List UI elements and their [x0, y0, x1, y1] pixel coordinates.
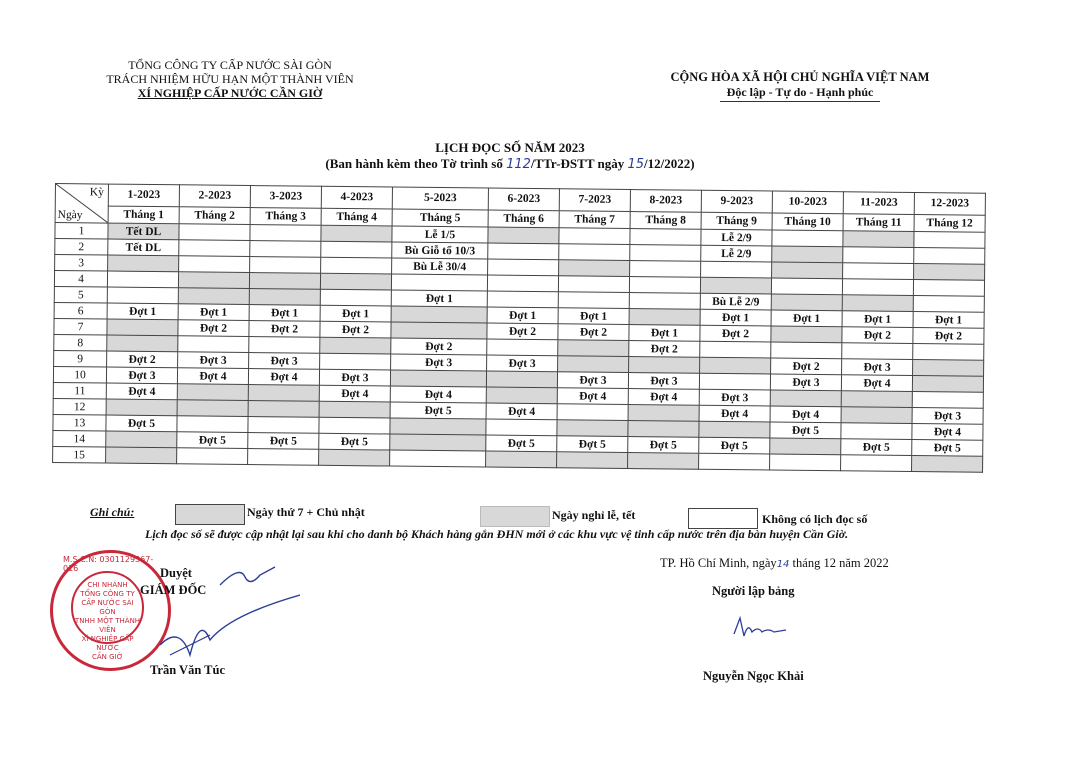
schedule-cell [179, 240, 250, 257]
schedule-cell [106, 447, 177, 464]
period-header: 4-2023 [321, 186, 392, 208]
schedule-cell: Đợt 1 [487, 307, 558, 324]
schedule-cell [178, 336, 249, 353]
schedule-cell: Đợt 3 [178, 352, 249, 369]
schedule-cell [557, 452, 628, 469]
director-name: Trần Văn Túc [150, 663, 226, 677]
period-header: 9-2023 [701, 190, 772, 212]
approval-line-1: Duyệt [160, 566, 192, 580]
schedule-cell: Đợt 1 [320, 305, 391, 322]
schedule-cell: Đợt 5 [628, 437, 699, 454]
schedule-cell: Lễ 1/5 [392, 226, 488, 243]
schedule-cell [912, 375, 983, 392]
org-line-1: TỔNG CÔNG TY CẤP NƯỚC SÀI GÒN [128, 58, 332, 72]
schedule-cell: Tết DL [108, 223, 179, 240]
stamp-line: CẦN GIỜ [91, 653, 124, 661]
schedule-cell [107, 335, 178, 352]
day-number-cell: 2 [55, 239, 108, 256]
schedule-cell [558, 292, 629, 309]
preparer-signature [730, 612, 790, 642]
schedule-cell [248, 385, 319, 402]
schedule-cell: Đợt 4 [106, 383, 177, 400]
schedule-cell [321, 225, 392, 242]
schedule-cell [914, 231, 985, 248]
period-header: 5-2023 [392, 187, 488, 210]
day-number-cell: 10 [53, 366, 106, 383]
schedule-cell [912, 391, 983, 408]
day-number-cell: 13 [53, 414, 106, 431]
schedule-cell: Lễ 2/9 [701, 229, 772, 246]
legend-none-text: Không có lịch đọc số [762, 512, 868, 526]
schedule-cell [177, 400, 248, 417]
schedule-cell: Đợt 3 [106, 367, 177, 384]
schedule-cell [771, 278, 842, 295]
month-header: Tháng 1 [108, 206, 179, 224]
schedule-cell [628, 421, 699, 438]
table-corner-cell [55, 184, 108, 224]
schedule-cell [841, 423, 912, 440]
schedule-cell [558, 356, 629, 373]
stamp-line: TNHH MỘT THÀNH VIÊN [74, 617, 141, 634]
title-sub-mid: /TTr-ĐSTT ngày [530, 156, 625, 171]
schedule-cell: Đợt 5 [699, 437, 770, 454]
schedule-cell [178, 272, 249, 289]
schedule-cell [630, 245, 701, 262]
schedule-cell [558, 340, 629, 357]
stamp-line: CHI NHÁNH [87, 581, 128, 589]
schedule-cell [486, 419, 557, 436]
schedule-cell [699, 453, 770, 470]
schedule-cell [629, 277, 700, 294]
schedule-cell [912, 455, 983, 472]
schedule-cell: Đợt 2 [771, 358, 842, 375]
schedule-cell [390, 370, 486, 387]
schedule-cell [700, 341, 771, 358]
schedule-cell [629, 357, 700, 374]
schedule-cell [842, 295, 913, 312]
schedule-cell [770, 438, 841, 455]
schedule-cell [487, 291, 558, 308]
schedule-cell: Đợt 3 [628, 373, 699, 390]
schedule-cell: Đợt 5 [319, 433, 390, 450]
schedule-cell [390, 450, 486, 467]
schedule-cell [321, 257, 392, 274]
schedule-cell [913, 295, 984, 312]
schedule-cell: Đợt 4 [319, 385, 390, 402]
schedule-cell: Đợt 4 [770, 406, 841, 423]
organization-header [85, 58, 375, 100]
schedule-cell [487, 339, 558, 356]
national-motto: Độc lập - Tự do - Hạnh phúc [726, 85, 874, 99]
period-header: 11-2023 [843, 192, 914, 214]
schedule-cell [559, 228, 630, 245]
schedule-cell: Đợt 3 [487, 355, 558, 372]
schedule-cell [841, 407, 912, 424]
schedule-cell: Đợt 3 [319, 369, 390, 386]
title-sub-suffix: /12/2022) [644, 156, 695, 171]
day-number-cell: 6 [54, 302, 107, 319]
schedule-cell: Đợt 4 [699, 405, 770, 422]
schedule-cell [558, 276, 629, 293]
schedule-cell [320, 337, 391, 354]
schedule-cell [107, 287, 178, 304]
schedule-cell: Đợt 1 [391, 290, 487, 307]
schedule-cell: Đợt 1 [771, 310, 842, 327]
schedule-cell [106, 399, 177, 416]
schedule-cell: Đợt 5 [248, 433, 319, 450]
schedule-cell [772, 230, 843, 247]
schedule-cell [108, 255, 179, 272]
schedule-cell: Đợt 4 [390, 386, 486, 403]
month-header: Tháng 12 [914, 214, 985, 232]
schedule-cell [250, 241, 321, 258]
schedule-cell [699, 421, 770, 438]
month-header: Tháng 4 [321, 208, 392, 226]
stamp-line: TỔNG CÔNG TY [80, 590, 135, 598]
schedule-cell: Đợt 4 [912, 423, 983, 440]
day-number-cell: 14 [53, 430, 106, 447]
day-number-cell: 9 [54, 350, 107, 367]
schedule-cell [320, 273, 391, 290]
schedule-cell: Đợt 3 [391, 354, 487, 371]
day-number-cell: 7 [54, 318, 107, 335]
schedule-cell [629, 293, 700, 310]
schedule-cell [319, 417, 390, 434]
org-line-3: XÍ NGHIỆP CẤP NƯỚC CẦN GIỜ [137, 86, 323, 100]
org-line-2: TRÁCH NHIỆM HỮU HẠN MỘT THÀNH VIÊN [106, 72, 354, 86]
schedule-cell: Đợt 5 [841, 439, 912, 456]
schedule-cell [177, 384, 248, 401]
schedule-cell: Đợt 5 [106, 415, 177, 432]
schedule-cell: Lễ 2/9 [701, 245, 772, 262]
preparer-name: Nguyễn Ngọc Khải [703, 669, 804, 683]
schedule-cell: Đợt 3 [699, 389, 770, 406]
period-header: 8-2023 [630, 190, 701, 212]
month-header: Tháng 3 [250, 207, 321, 225]
schedule-cell: Tết DL [108, 239, 179, 256]
schedule-cell [770, 390, 841, 407]
title-sub-prefix: (Ban hành kèm theo Tờ trình số [325, 156, 503, 171]
schedule-cell: Đợt 5 [177, 432, 248, 449]
schedule-cell [179, 256, 250, 273]
legend-swatch-holiday [480, 506, 550, 527]
schedule-cell: Bù Lễ 2/9 [700, 293, 771, 310]
schedule-cell: Đợt 2 [249, 321, 320, 338]
corner-top-label: Kỳ [89, 186, 104, 199]
approval-line-2: GIÁM ĐỐC [140, 583, 207, 597]
date-line [660, 556, 889, 571]
schedule-cell [913, 279, 984, 296]
schedule-cell: Đợt 4 [486, 403, 557, 420]
month-header: Tháng 8 [630, 211, 701, 229]
schedule-cell [842, 343, 913, 360]
schedule-cell [699, 373, 770, 390]
schedule-cell [841, 455, 912, 472]
schedule-cell [319, 449, 390, 466]
schedule-cell: Đợt 2 [107, 351, 178, 368]
schedule-cell: Đợt 3 [912, 407, 983, 424]
schedule-cell [772, 262, 843, 279]
schedule-cell [488, 259, 559, 276]
period-header: 6-2023 [488, 188, 559, 210]
stamp-ring-text: M.S.C.N: 0301129367-016 [63, 555, 154, 573]
period-header: 2-2023 [179, 185, 250, 207]
national-header [655, 70, 945, 102]
schedule-cell [559, 244, 630, 261]
schedule-cell: Đợt 2 [558, 324, 629, 341]
schedule-cell [250, 257, 321, 274]
period-header: 1-2023 [108, 184, 179, 206]
schedule-cell [391, 306, 487, 323]
schedule-cell [178, 288, 249, 305]
date-month-year: tháng 12 năm 2022 [792, 556, 889, 570]
schedule-cell [841, 391, 912, 408]
period-header: 7-2023 [559, 189, 630, 211]
month-header: Tháng 2 [179, 206, 250, 224]
day-number-cell: 5 [54, 286, 107, 303]
title-main: LỊCH ĐỌC SỐ NĂM 2023 [435, 140, 585, 155]
schedule-cell [914, 263, 985, 280]
date-day: 14 [776, 559, 790, 570]
schedule-cell [628, 405, 699, 422]
schedule-cell [390, 418, 486, 435]
schedule-cell: Đợt 3 [770, 374, 841, 391]
day-number-cell: 8 [54, 334, 107, 351]
schedule-cell: Đợt 2 [629, 341, 700, 358]
schedule-cell [249, 337, 320, 354]
date-prefix: TP. Hồ Chí Minh, ngày [660, 556, 777, 570]
schedule-cell: Đợt 1 [913, 311, 984, 328]
schedule-cell [913, 359, 984, 376]
schedule-cell: Đợt 1 [842, 311, 913, 328]
month-header: Tháng 9 [701, 212, 772, 230]
schedule-cell [559, 260, 630, 277]
legend-weekend-text: Ngày thứ 7 + Chủ nhật [247, 505, 365, 519]
schedule-cell: Đợt 4 [841, 375, 912, 392]
schedule-cell [107, 271, 178, 288]
schedule-cell: Đợt 1 [629, 325, 700, 342]
schedule-cell [629, 309, 700, 326]
schedule-cell [486, 387, 557, 404]
schedule-cell: Đợt 5 [390, 402, 486, 419]
period-header: 10-2023 [772, 191, 843, 213]
schedule-cell: Đợt 1 [107, 303, 178, 320]
schedule-cell [487, 275, 558, 292]
schedule-cell [321, 241, 392, 258]
corner-bottom-label: Ngày [57, 209, 83, 222]
period-header: 12-2023 [914, 193, 985, 215]
schedule-cell [248, 449, 319, 466]
schedule-cell [843, 231, 914, 248]
schedule-cell [771, 342, 842, 359]
schedule-cell: Đợt 1 [700, 309, 771, 326]
month-header: Tháng 10 [772, 213, 843, 231]
schedule-cell: Đợt 4 [248, 369, 319, 386]
schedule-cell: Bù Giỗ tổ 10/3 [392, 242, 488, 259]
national-title: CỘNG HÒA XÃ HỘI CHỦ NGHĨA VIỆT NAM [670, 70, 930, 84]
schedule-cell: Đợt 4 [557, 388, 628, 405]
schedule-cell [391, 274, 487, 291]
month-header: Tháng 5 [392, 209, 488, 227]
schedule-cell: Đợt 3 [249, 353, 320, 370]
schedule-cell [486, 451, 557, 468]
month-header: Tháng 6 [488, 210, 559, 228]
schedule-cell: Đợt 2 [178, 320, 249, 337]
month-header: Tháng 11 [843, 213, 914, 231]
month-header: Tháng 7 [559, 210, 630, 228]
day-number-cell: 15 [53, 446, 106, 463]
schedule-cell [250, 225, 321, 242]
director-signature [150, 555, 300, 675]
schedule-cell [630, 229, 701, 246]
schedule-cell [390, 434, 486, 451]
day-number-cell: 11 [53, 382, 106, 399]
title-sub [280, 156, 740, 173]
schedule-cell [177, 448, 248, 465]
stamp-line: XÍ NGHIỆP CẤP NƯỚC [81, 635, 134, 652]
stamp-center [71, 571, 144, 661]
schedule-cell [107, 319, 178, 336]
legend-label [90, 505, 134, 520]
day-number-cell: 12 [53, 398, 106, 415]
schedule-cell [249, 289, 320, 306]
period-header: 3-2023 [250, 186, 321, 208]
schedule-cell: Đợt 1 [178, 304, 249, 321]
schedule-cell: Đợt 4 [177, 368, 248, 385]
schedule-cell [248, 401, 319, 418]
schedule-cell: Đợt 2 [913, 327, 984, 344]
legend-swatch-none [688, 508, 758, 529]
schedule-cell: Đợt 2 [391, 338, 487, 355]
update-note: Lịch đọc số sẽ được cập nhật lại sau khi cho danh bộ Khách hàng gắn ĐHN mới ở các khu vực vệ tinh cấp nước trên địa bàn huyện Cần Giờ. [145, 527, 849, 541]
schedule-cell [320, 289, 391, 306]
schedule-cell [320, 353, 391, 370]
stamp-line: CẤP NƯỚC SÀI GÒN [81, 599, 134, 616]
schedule-cell [842, 279, 913, 296]
schedule-cell: Đợt 1 [558, 308, 629, 325]
schedule-cell [771, 294, 842, 311]
schedule-cell [914, 247, 985, 264]
schedule-cell [630, 261, 701, 278]
schedule-cell [628, 453, 699, 470]
schedule-cell [179, 224, 250, 241]
preparer-title: Người lập bảng [712, 584, 795, 598]
schedule-cell: Đợt 4 [628, 389, 699, 406]
schedule-cell [557, 420, 628, 437]
schedule-cell: Đợt 2 [700, 325, 771, 342]
schedule-cell: Đợt 3 [842, 359, 913, 376]
schedule-cell: Bù Lễ 30/4 [392, 258, 488, 275]
schedule-cell [488, 243, 559, 260]
legend-swatch-weekend [175, 504, 245, 525]
legend-title: Ghi chú: [90, 505, 135, 519]
schedule-cell [700, 277, 771, 294]
schedule-cell: Đợt 5 [912, 439, 983, 456]
schedule-cell: Đợt 5 [486, 435, 557, 452]
schedule-cell: Đợt 5 [557, 436, 628, 453]
schedule-cell [248, 417, 319, 434]
title-sub-number: 112 [506, 157, 531, 172]
schedule-cell: Đợt 5 [770, 422, 841, 439]
schedule-cell [486, 371, 557, 388]
motto-underline [720, 101, 880, 102]
schedule-cell: Đợt 2 [487, 323, 558, 340]
schedule-cell [771, 326, 842, 343]
day-number-cell: 4 [54, 271, 107, 288]
schedule-cell [913, 343, 984, 360]
document-title [280, 140, 740, 173]
schedule-cell [843, 247, 914, 264]
schedule-cell [772, 246, 843, 263]
legend-holiday-text: Ngày nghỉ lễ, tết [552, 508, 636, 522]
schedule-cell [177, 416, 248, 433]
schedule-cell [700, 357, 771, 374]
schedule-cell [106, 431, 177, 448]
schedule-cell [701, 261, 772, 278]
schedule-cell [843, 263, 914, 280]
schedule-cell [770, 454, 841, 471]
schedule-cell: Đợt 1 [249, 305, 320, 322]
schedule-cell [488, 227, 559, 244]
title-sub-day: 15 [627, 157, 645, 172]
schedule-cell: Đợt 2 [320, 321, 391, 338]
schedule-cell: Đợt 2 [842, 327, 913, 344]
schedule-cell [391, 322, 487, 339]
schedule-cell [557, 404, 628, 421]
schedule-cell [319, 401, 390, 418]
schedule-cell [249, 273, 320, 290]
schedule-cell: Đợt 3 [557, 372, 628, 389]
day-number-cell: 1 [55, 223, 108, 240]
reading-schedule-table [52, 183, 986, 473]
day-number-cell: 3 [55, 255, 108, 272]
